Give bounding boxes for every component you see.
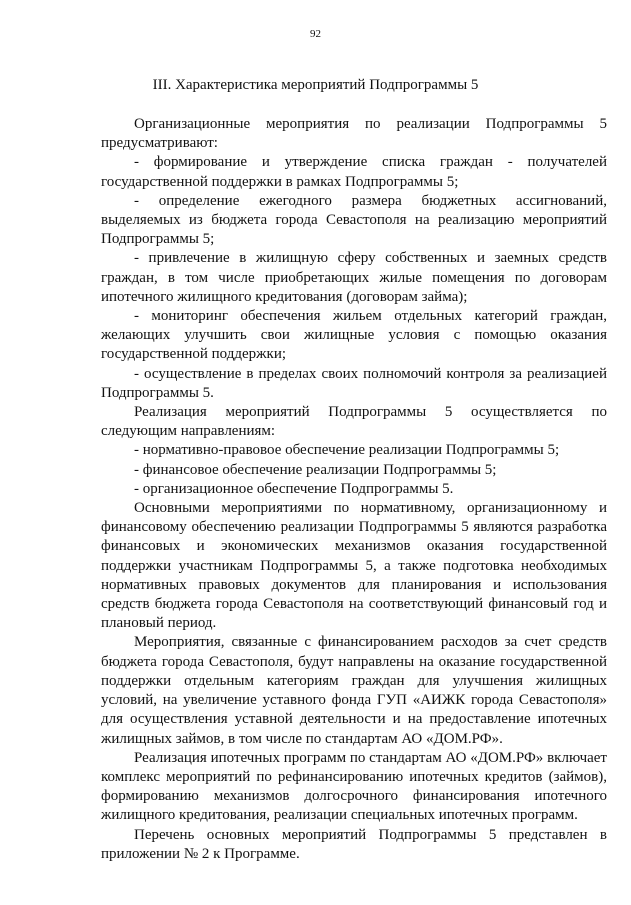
list-item-financial-support: - финансовое обеспечение реализации Подпрограммы 5; (134, 461, 497, 478)
paragraph-directions: Реализация мероприятий Подпрограммы 5 осуществляется по следующим направлениям: (101, 404, 607, 440)
list-item-control: - осуществление в пределах своих полномочий контроля за реализацией Подпрограммы 5. (101, 365, 607, 401)
paragraph-mortgage-programs: Реализация ипотечных программ по стандартам АО «ДОМ.РФ» включает комплекс мероприятий по рефинансированию ипотечных кредитов (займов), формированию механизмов долгосрочного финансирования ипотечного жилищного кредитования, реализации специальных ипотечных программ. (101, 749, 607, 824)
document-body (101, 115, 607, 864)
list-item-legal-support: - нормативно-правовое обеспечение реализации Подпрограммы 5; (134, 442, 560, 459)
paragraph-intro: Организационные мероприятия по реализации Подпрограммы 5 предусматривают: (101, 116, 607, 152)
list-item-citizen-list: - формирование и утверждение списка граждан - получателей государственной поддержки в рамках Подпрограммы 5; (101, 154, 607, 190)
paragraph-main-activities: Основными мероприятиями по нормативному, организационному и финансовому обеспечению реализации Подпрограммы 5 являются разработка финансовых и экономических механизмов оказания государственной поддержки участникам Подпрограммы 5, а также подготовка необходимых нормативных правовых документов для планирования и использования средств бюджета города Севастополя на соответствующий финансовый год и плановый период. (101, 500, 607, 632)
list-item-budget-allocation: - определение ежегодного размера бюджетных ассигнований, выделяемых из бюджета города Севастополя на реализацию мероприятий Подпрограммы 5; (101, 192, 607, 248)
page-number: 92 (310, 28, 321, 40)
list-item-organizational-support: - организационное обеспечение Подпрограммы 5. (134, 480, 454, 497)
section-title: III. Характеристика мероприятий Подпрограммы 5 (152, 77, 479, 93)
list-item-monitoring: - мониторинг обеспечения жильем отдельных категорий граждан, желающих улучшить свои жилищные условия с помощью оказания государственной поддержки; (101, 308, 607, 363)
paragraph-financing: Мероприятия, связанные с финансированием расходов за счет средств бюджета города Севастополя, будут направлены на оказание государственной поддержки отдельным категориям граждан для улучшения жилищных условий, на увеличение уставного фонда ГУП «АИЖК города Севастополя» для осуществления уставной деятельности и на предоставление ипотечных жилищных займов, в том числе по стандартам АО «ДОМ.РФ». (101, 634, 607, 747)
paragraph-appendix-reference: Перечень основных мероприятий Подпрограммы 5 представлен в приложении № 2 к Программе. (101, 826, 607, 862)
list-item-funds-attraction: - привлечение в жилищную сферу собственных и заемных средств граждан, в том числе приобретающих жилые помещения по договорам ипотечного жилищного кредитования (договорам займа); (101, 250, 607, 305)
